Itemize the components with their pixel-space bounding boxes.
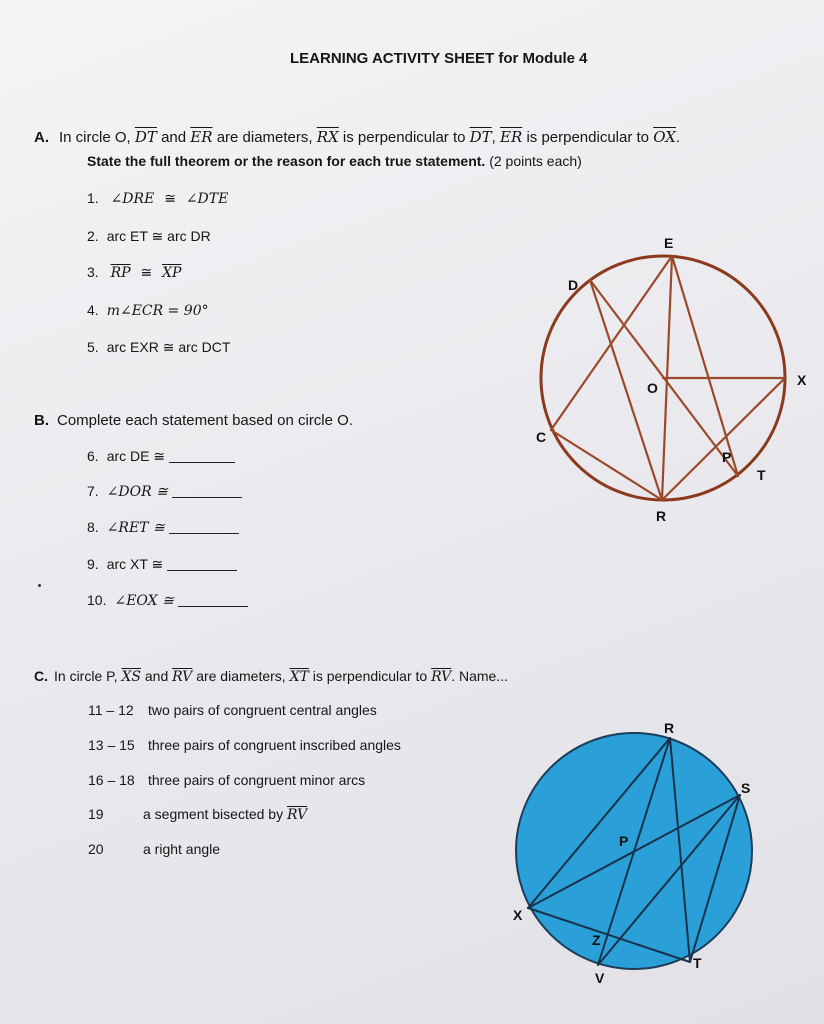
item-16-18-text: three pairs of congruent minor arcs <box>148 772 366 788</box>
item-8-text: ∠RET ≅ <box>106 520 165 536</box>
instructions-bold: State the full theorem or the reason for each true statement. <box>87 153 486 169</box>
item-1-congruent: ≅ <box>164 190 176 206</box>
item-11-12-number: 11 – 12 <box>88 702 134 718</box>
section-c-text-3: is perpendicular to <box>312 668 428 684</box>
label-p: P <box>722 449 732 465</box>
circle-o-diagram <box>536 235 807 524</box>
segment-rv-2: $\overline{RV}$ <box>431 669 452 685</box>
item-16-18-number: 16 – 18 <box>88 772 135 788</box>
segment-ox: $\overline{OX}$ <box>653 128 676 146</box>
item-5-number: 5. <box>87 339 99 355</box>
item-2-text: arc ET ≅ arc DR <box>106 228 211 244</box>
item-20-number: 20 <box>88 841 104 857</box>
item-13-15-text: three pairs of congruent inscribed angles <box>148 737 401 753</box>
item-9-number: 9. <box>87 556 99 572</box>
item-4-text: m∠ECR = 90° <box>106 303 209 319</box>
label-c: C <box>536 429 547 445</box>
label-r: R <box>656 508 667 524</box>
chord-cr <box>551 430 662 500</box>
item-1-right: ∠DTE <box>185 191 229 207</box>
item-4-number: 4. <box>87 302 99 318</box>
segment-rx: $\overline{RX}$ <box>316 128 339 146</box>
label-o: O <box>647 380 658 396</box>
item-10-number: 10. <box>87 592 107 608</box>
section-a-comma: , <box>491 129 496 146</box>
item-19-text: a segment bisected by <box>143 806 284 822</box>
label-e: E <box>664 235 674 251</box>
item-6-number: 6. <box>87 448 99 464</box>
label-x: X <box>797 372 807 388</box>
section-c-text-2: are diameters, <box>196 668 286 684</box>
label-p-2: P <box>619 833 629 849</box>
section-a-text-2: are diameters, <box>216 129 313 146</box>
instructions-points: (2 points each) <box>489 153 582 169</box>
item-7-text: ∠DOR ≅ <box>106 484 168 500</box>
segment-rx-line <box>662 378 785 500</box>
label-z: Z <box>592 932 601 948</box>
item-3-congruent: ≅ <box>140 264 153 280</box>
item-7-number: 7. <box>87 483 99 499</box>
item-6-text: arc DE ≅ <box>106 448 166 464</box>
item-2-number: 2. <box>87 228 99 244</box>
segment-xt: $\overline{XT}$ <box>289 669 309 685</box>
item-13-15-number: 13 – 15 <box>88 737 135 753</box>
label-d: D <box>568 277 579 293</box>
section-b-letter: B. <box>34 412 49 429</box>
item-1-left: ∠DRE <box>110 191 155 207</box>
section-b-text: Complete each statement based on circle O. <box>57 412 353 429</box>
segment-rv: $\overline{RV}$ <box>172 669 193 685</box>
section-a-text-3: is perpendicular to <box>342 129 466 146</box>
page-title: LEARNING ACTIVITY SHEET for Module 4 <box>290 50 588 67</box>
label-x-2: X <box>513 907 523 923</box>
section-a-letter: A. <box>34 129 49 146</box>
item-3-number: 3. <box>87 264 99 280</box>
segment-er-2: $\overline{ER}$ <box>500 128 523 146</box>
section-c-and: and <box>144 668 169 684</box>
section-c-text-1: In circle P, <box>54 668 118 684</box>
segment-dt-2: $\overline{DT}$ <box>469 128 492 146</box>
section-c-text-4: . Name... <box>451 668 509 684</box>
item-10-text: ∠EOX ≅ <box>114 593 174 609</box>
item-11-12-text: two pairs of congruent central angles <box>148 702 377 718</box>
section-a-text-1: In circle O, <box>59 129 131 146</box>
circle-p-diagram <box>513 720 752 986</box>
item-8-number: 8. <box>87 519 99 535</box>
label-s: S <box>741 780 751 796</box>
item-9-text: arc XT ≅ <box>106 556 164 572</box>
item-20-text: a right angle <box>143 841 221 857</box>
label-v: V <box>595 970 605 986</box>
segment-er: $\overline{ER}$ <box>190 128 213 146</box>
item-19-number: 19 <box>88 806 104 822</box>
item-5-text: arc EXR ≅ arc DCT <box>106 339 231 355</box>
segment-dt: $\overline{DT}$ <box>134 128 157 146</box>
item-3-right: $\overline{XP}$ <box>162 265 182 281</box>
chord-et <box>672 256 738 476</box>
item-19-segment: $\overline{RV}$ <box>286 807 308 823</box>
item-3-left: $\overline{RP}$ <box>110 265 131 281</box>
label-t: T <box>757 467 766 483</box>
section-a-and: and <box>161 129 187 146</box>
item-1-number: 1. <box>87 190 99 206</box>
label-t-2: T <box>693 955 702 971</box>
label-r-2: R <box>664 720 675 736</box>
section-a-period: . <box>675 129 681 146</box>
segment-xs: $\overline{XS}$ <box>121 669 141 685</box>
section-c-letter: C. <box>34 668 48 684</box>
section-a-text-4: is perpendicular to <box>526 129 650 146</box>
